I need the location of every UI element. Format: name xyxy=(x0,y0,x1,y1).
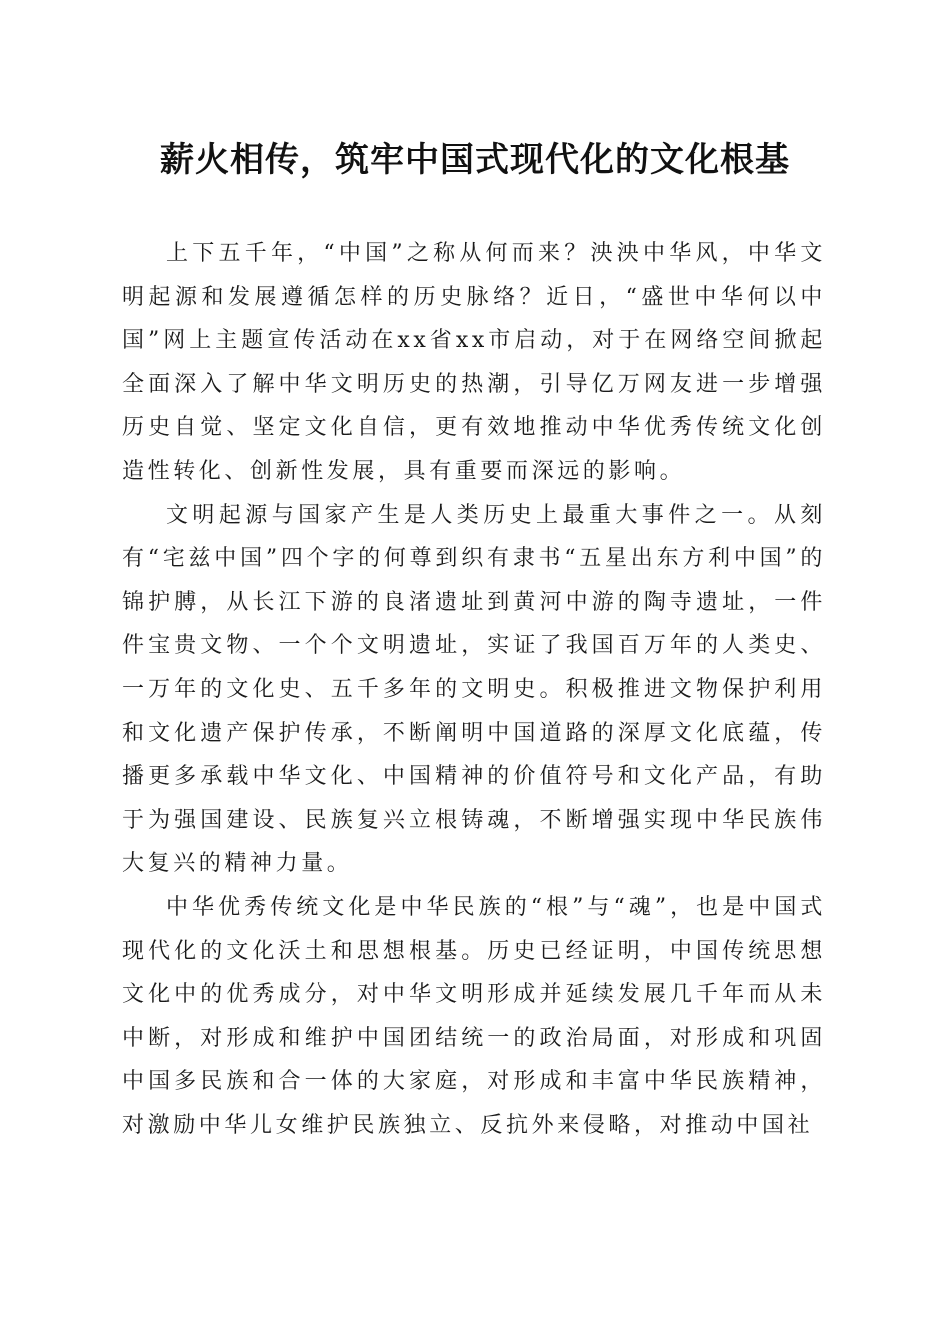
paragraph-3: 中华优秀传统文化是中华民族的“根”与“魂”，也是中国式现代化的文化沃土和思想根基。历史已经证明，中国传统思想文化中的优秀成分，对中华文明形成并延续发展几千年而从未中断，对形成和维护中国团结统一的政治局面，对形成和巩固中国多民族和合一体的大家庭，对形成和丰富中华民族精神，对激励中华儿女维护民族独立、反抗外来侵略，对推动中国社 xyxy=(122,894,826,1138)
document-title: 薪火相传，筑牢中国式现代化的文化根基 xyxy=(160,140,790,180)
paragraph-2: 文明起源与国家产生是人类历史上最重大事件之一。从刻有“宅兹中国”四个字的何尊到织有隶书“五星出东方利中国”的锦护膊，从长江下游的良渚遗址到黄河中游的陶寺遗址，一件件宝贵文物、一个个文明遗址，实证了我国百万年的人类史、一万年的文化史、五千多年的文明史。积极推进文物保护利用和文化遗产保护传承，不断阐明中国道路的深厚文化底蕴，传播更多承载中华文化、中国精神的价值符号和文化产品，有助于为强国建设、民族复兴立根铸魂，不断增强实现中华民族伟大复兴的精神力量。 xyxy=(122,502,826,877)
paragraph-1: 上下五千年，“中国”之称从何而来？泱泱中华风，中华文明起源和发展遵循怎样的历史脉络？近日，“盛世中华何以中国”网上主题宣传活动在xx省xx市启动，对于在网络空间掀起全面深入了解中华文明历史的热潮，引导亿万网友进一步增强历史自觉、坚定文化自信，更有效地推动中华优秀传统文化创造性转化、创新性发展，具有重要而深远的影响。 xyxy=(122,241,826,484)
document-body xyxy=(122,232,826,1147)
